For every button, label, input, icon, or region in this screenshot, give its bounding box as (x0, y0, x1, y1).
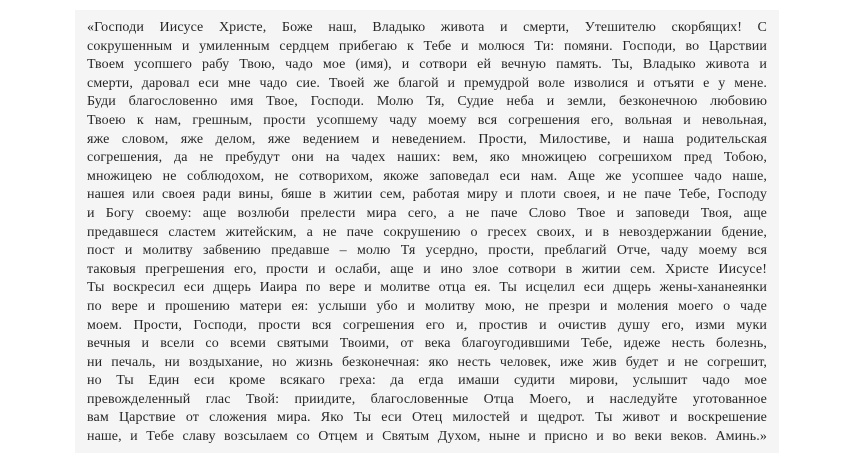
text-line: вечныя и всели со всеми святыми Твоими, от века благоугодившими Тебе, идеже несть болезнь, (87, 336, 767, 352)
text-line: Твоем усопшего рабу Твою, чадо мое (имя), и сотвори ей вечную память. Ты, Владыко живота и (87, 57, 767, 73)
text-line: предавшеся сластем житейским, а не паче сокрушению о гресех своих, и в невоздержании бдение, (87, 224, 767, 240)
text-line: согрешения, да не пребудут они на чадех наших: вем, яко множицею согрешихом пред Тобою, (87, 150, 767, 166)
text-line: нашея или своея ради вины, бяше в житии сем, работая миру и плоти своея, и не паче Тебе, Господу (87, 187, 767, 203)
text-line: превожделенный глас Твой: приидите, благословенные Отца Моего, и наследуйте уготованное (87, 391, 767, 407)
text-line: вам Царствие от сложения мира. Яко Ты еси Отец милостей и щедрот. Ты живот и воскрешение (87, 410, 767, 426)
text-line: ни печаль, ни воздыхание, но жизнь безконечная: яко несть человек, иже жив будет и не согрешит, (87, 354, 767, 370)
prayer-panel (75, 10, 779, 453)
text-line: сокрушенным и умиленным сердцем прибегаю к Тебе и молюся Ти: помяни. Господи, во Царствии (87, 38, 767, 54)
text-line: но Ты Един еси кроме всякаго греха: да егда имаши судити мирови, услышит чадо мое (87, 373, 767, 389)
text-line: Твоею к нам, грешным, прости усопшему чаду моему вся согрешения его, вольная и невольная, (87, 112, 767, 128)
text-line: пост и молитву забвению предавше – молю Тя усердно, прости, преблагий Отче, чаду моему вся (87, 243, 767, 259)
text-line: множицею не соблюдохом, не сотворихом, якоже заповедал еси нам. Аще же усопшее чадо наше, (87, 168, 767, 184)
text-line: «Господи Иисусе Христе, Боже наш, Владыко живота и смерти, Утешителю скорбящих! С (87, 20, 767, 35)
text-line: таковыя прегрешения его, прости и ослаби, аще и ино злое сотвори в житии сем. Христе Иисусе! (87, 261, 767, 277)
text-line: смерти, даровал еси мне чадо сие. Твоей же благой и премудрой воле изволися и отъяти е у мене. (87, 75, 767, 91)
prayer-text (87, 19, 767, 447)
text-line: наше, и Тебе славу возсылаем со Отцем и Святым Духом, ныне и присно и во веки веков. Аминь.» (87, 429, 767, 445)
text-line: и Богу своему: аще возлюби прелести мира сего, а не паче Слово Твое и заповеди Твоя, аще (87, 205, 767, 221)
text-line: моем. Прости, Господи, прости вся согрешения его и, простив и очистив душу его, изми муки (87, 317, 767, 333)
text-line: Буди благословенно имя Твое, Господи. Молю Тя, Судие неба и земли, безконечною любовию (87, 94, 767, 110)
text-line: Ты воскресил еси дщерь Иаира по вере и молитве отца ея. Ты исцелил еси дщерь жены-хананеянки (87, 280, 767, 296)
text-line: яже словом, яже делом, яже ведением и неведением. Прости, Милостиве, и наша родительская (87, 131, 767, 147)
text-line: по вере и прошению матери ея: услыши убо и молитву мою, не презри и моления моего о чаде (87, 298, 767, 314)
